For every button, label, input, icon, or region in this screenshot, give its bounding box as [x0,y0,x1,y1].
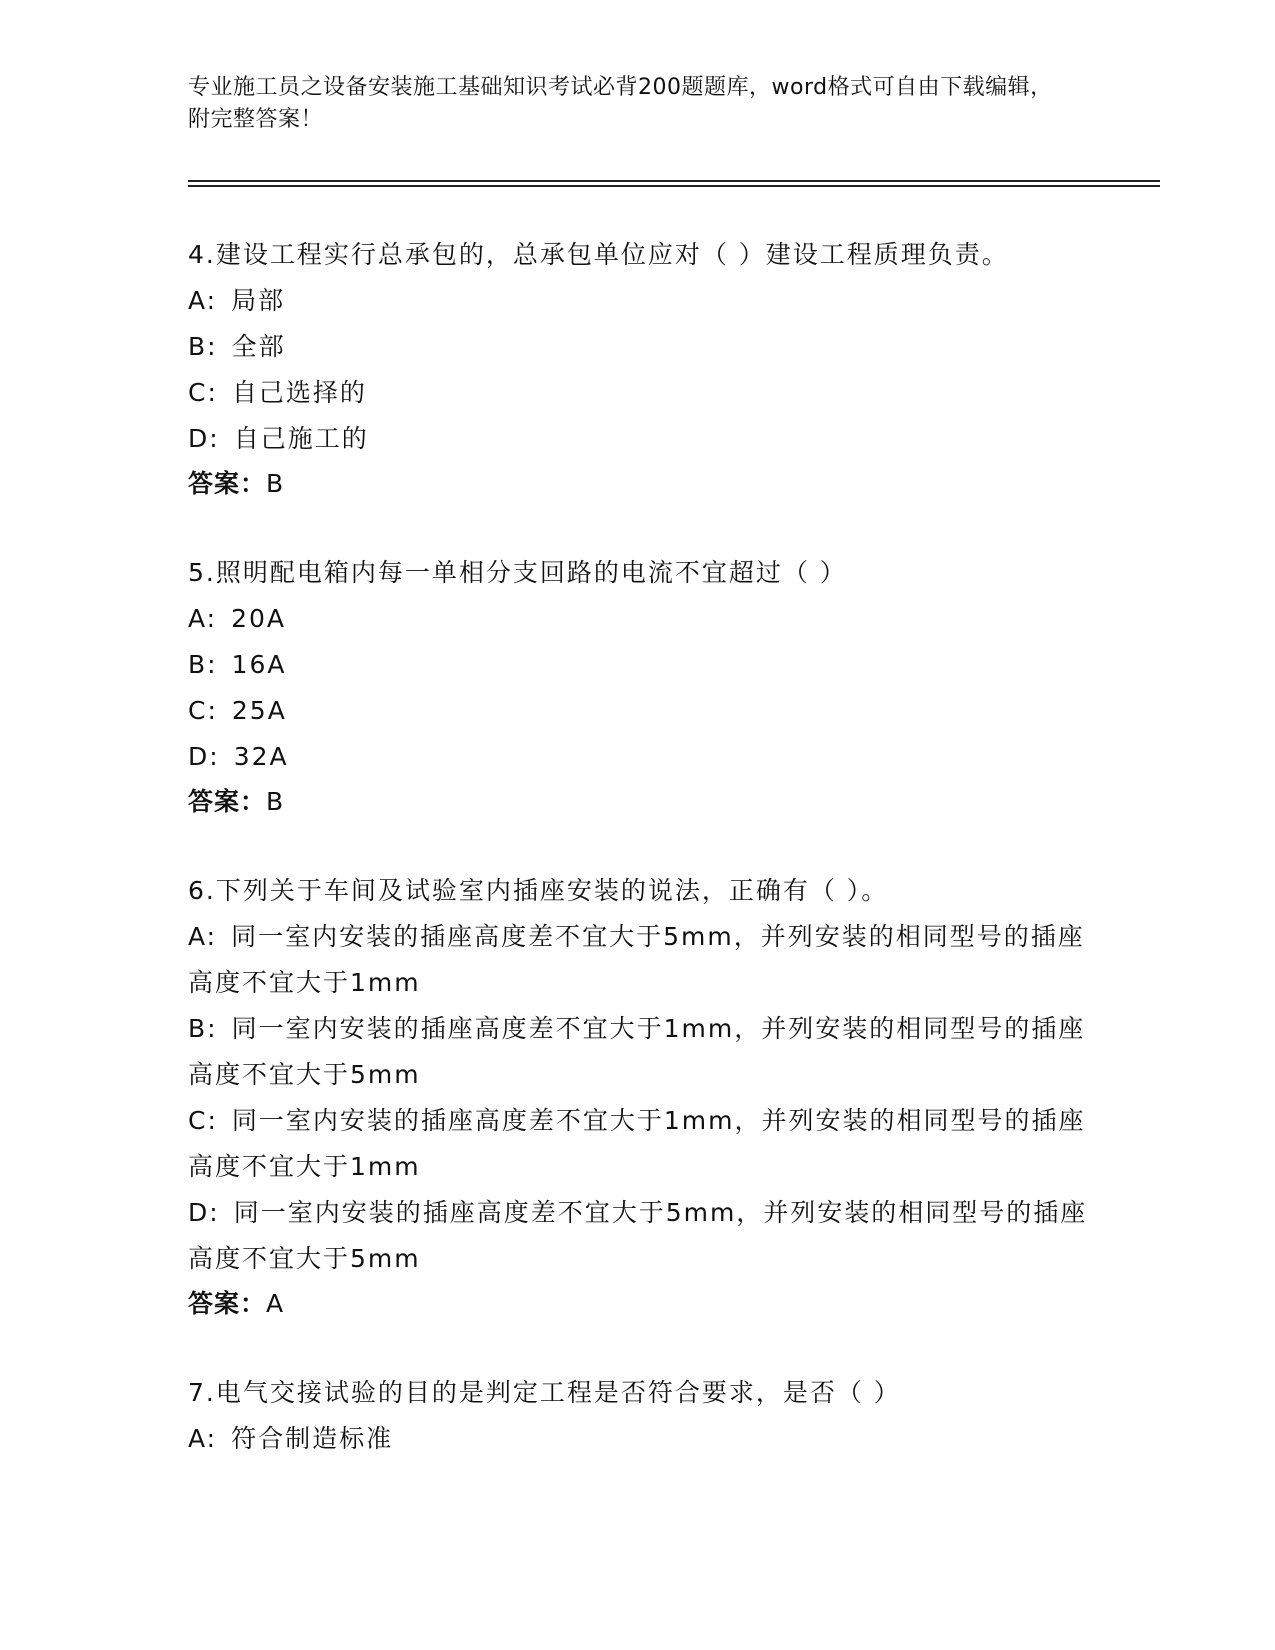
option-a [188,596,1088,642]
option-key: B: [188,332,218,361]
answer-value: A [266,1289,285,1318]
option-text: 同一室内安装的插座高度差不宜大于5mm，并列安装的相同型号的插座高度不宜大于5mm [188,1198,1088,1273]
option-key: B: [188,1014,218,1043]
option-key: B: [188,650,218,679]
answer-label: 答案： [188,787,267,816]
option-b [188,1006,1088,1098]
question-stem: 4.建设工程实行总承包的，总承包单位应对（ ）建设工程质理负责。 [188,240,1009,269]
option-key: C: [188,378,218,407]
question-6 [188,868,1088,1326]
option-key: C: [188,1106,218,1135]
header-divider-bottom [188,185,1160,187]
option-a [188,278,1088,324]
option-text: 符合制造标准 [231,1424,394,1453]
option-b [188,324,1088,370]
answer-label: 答案： [188,1289,267,1318]
option-text: 32A [233,742,289,771]
option-c [188,1098,1088,1190]
option-c [188,688,1088,734]
option-text: 16A [231,650,287,679]
option-text: 同一室内安装的插座高度差不宜大于1mm，并列安装的相同型号的插座高度不宜大于5mm [188,1014,1086,1089]
option-key: A: [188,604,218,633]
option-d [188,734,1088,780]
option-key: D: [188,1198,220,1227]
option-a [188,914,1088,1006]
document-header: 专业施工员之设备安装施工基础知识考试必背200题题库，word格式可自由下载编辑，附完整答案！ [188,75,1053,132]
header-divider-top [188,180,1160,182]
option-key: C: [188,696,218,725]
option-key: A: [188,286,218,315]
option-text: 局部 [231,286,286,315]
question-stem: 7.电气交接试验的目的是判定工程是否符合要求，是否（ ） [188,1378,901,1407]
answer-value: B [266,787,285,816]
option-text: 同一室内安装的插座高度差不宜大于5mm，并列安装的相同型号的插座高度不宜大于1mm [188,922,1085,997]
option-c [188,370,1088,416]
option-text: 自己选择的 [231,378,367,407]
option-text: 25A [231,696,287,725]
option-b [188,642,1088,688]
option-key: A: [188,1424,218,1453]
answer-line [188,780,1088,824]
option-text: 全部 [231,332,286,361]
option-key: D: [188,424,220,453]
question-4 [188,232,1088,506]
question-stem: 6.下列关于车间及试验室内插座安装的说法，正确有（ ）。 [188,876,889,905]
question-list [188,232,1088,1506]
option-d [188,1190,1088,1282]
answer-line [188,1282,1088,1326]
option-text: 20A [231,604,287,633]
answer-line [188,462,1088,506]
option-text: 自己施工的 [233,424,369,453]
option-a [188,1416,1088,1462]
answer-value: B [266,469,285,498]
option-key: A: [188,922,218,951]
option-d [188,416,1088,462]
option-key: D: [188,742,220,771]
question-7 [188,1370,1088,1462]
answer-label: 答案： [188,469,267,498]
question-5 [188,550,1088,824]
option-text: 同一室内安装的插座高度差不宜大于1mm，并列安装的相同型号的插座高度不宜大于1mm [188,1106,1086,1181]
question-stem: 5.照明配电箱内每一单相分支回路的电流不宜超过（ ） [188,558,847,587]
